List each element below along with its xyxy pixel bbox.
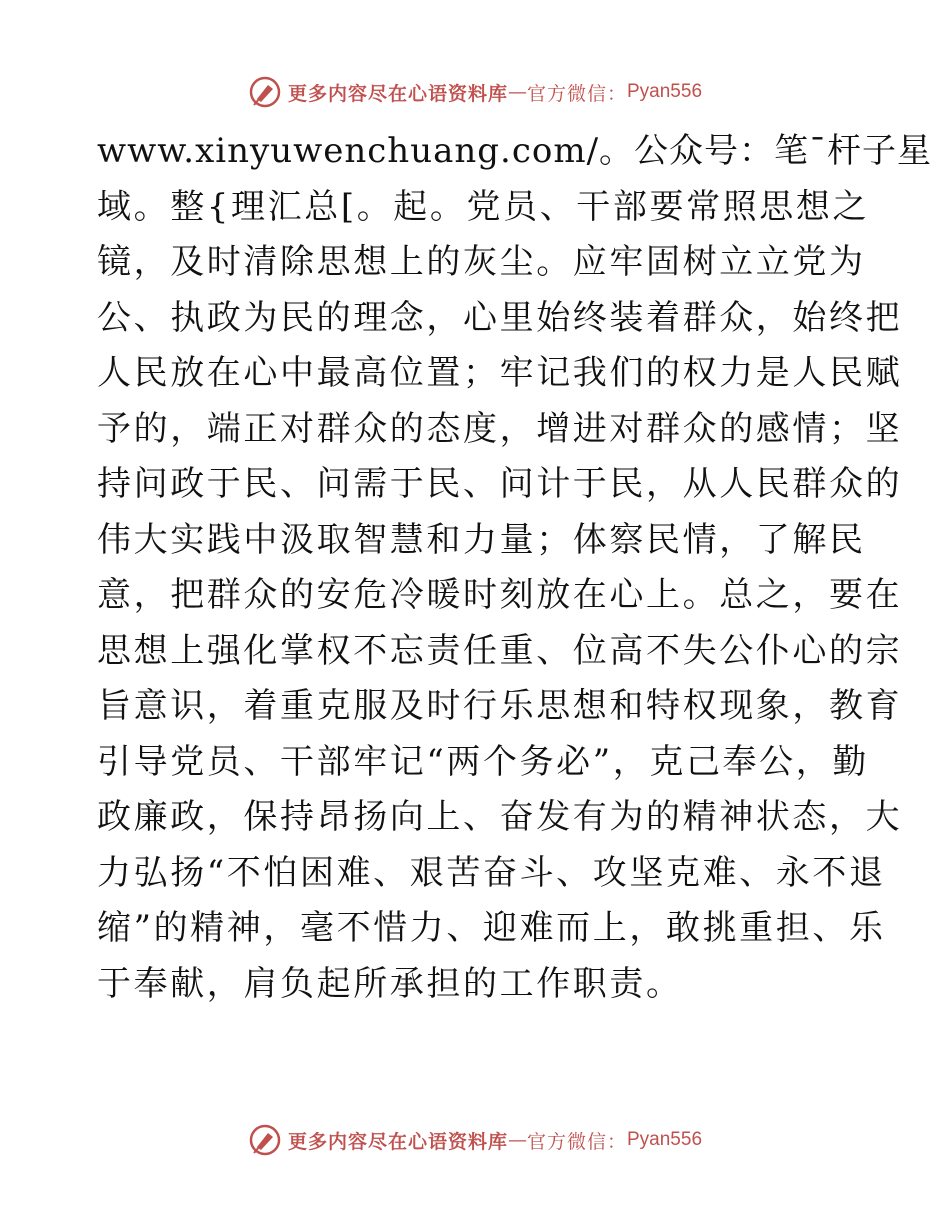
body-line: 思想上强化掌权不忘责任重、位高不失公仆心的宗 <box>97 630 903 671</box>
body-line: 意，把群众的安危冷暖时刻放在心上。总之，要在 <box>97 575 903 615</box>
header-banner <box>0 72 950 112</box>
body-line: 缩”的精神，毫不惜力、迎难而上，敢挑重担、乐 <box>97 908 886 948</box>
body-line: 政廉政，保持昂扬向上、奋发有为的精神状态，大 <box>97 797 903 837</box>
footer-banner <box>0 1120 950 1160</box>
banner-title: 更多内容尽在心语资料库 <box>287 1130 508 1153</box>
banner-title: 更多内容尽在心语资料库 <box>287 82 508 105</box>
body-line: www.xinyuwenchuang.com/。公众号：笔¯杆子星 <box>97 131 933 171</box>
body-line: 公、执政为民的理念，心里始终装着群众，始终把 <box>97 297 903 338</box>
banner-wechat-id: Pyan556 <box>627 81 703 102</box>
body-line: 域。整{理汇总[。起。党员、干部要常照思想之 <box>97 186 870 227</box>
banner-wechat-id: Pyan556 <box>627 1129 703 1150</box>
body-line: 于奉献，肩负起所承担的工作职责。 <box>97 963 683 1004</box>
body-line: 力弘扬“不怕困难、艰苦奋斗、攻坚克难、永不退 <box>97 852 886 893</box>
banner-wechat-label: 官方微信： <box>526 1130 627 1153</box>
banner-separator: — <box>507 81 527 103</box>
pen-nib-logo-icon <box>248 1123 282 1157</box>
pen-nib-logo-icon <box>248 75 282 109</box>
body-line: 旨意识，着重克服及时行乐思想和特权现象，教育 <box>97 686 903 726</box>
body-line: 予的，端正对群众的态度，增进对群众的感情；坚 <box>97 408 903 449</box>
body-line: 持问政于民、问需于民、问计于民，从人民群众的 <box>97 464 903 504</box>
body-line: 引导党员、干部牢记“两个务必”，克己奉公，勤 <box>97 741 869 782</box>
body-text <box>97 124 933 1012</box>
body-line: 伟大实践中汲取智慧和力量；体察民情，了解民 <box>97 519 866 560</box>
body-line: 镜，及时清除思想上的灰尘。应牢固树立立党为 <box>97 242 866 282</box>
banner-separator: — <box>507 1129 527 1151</box>
banner-wechat-label: 官方微信： <box>526 82 627 105</box>
body-line: 人民放在心中最高位置；牢记我们的权力是人民赋 <box>97 353 903 393</box>
